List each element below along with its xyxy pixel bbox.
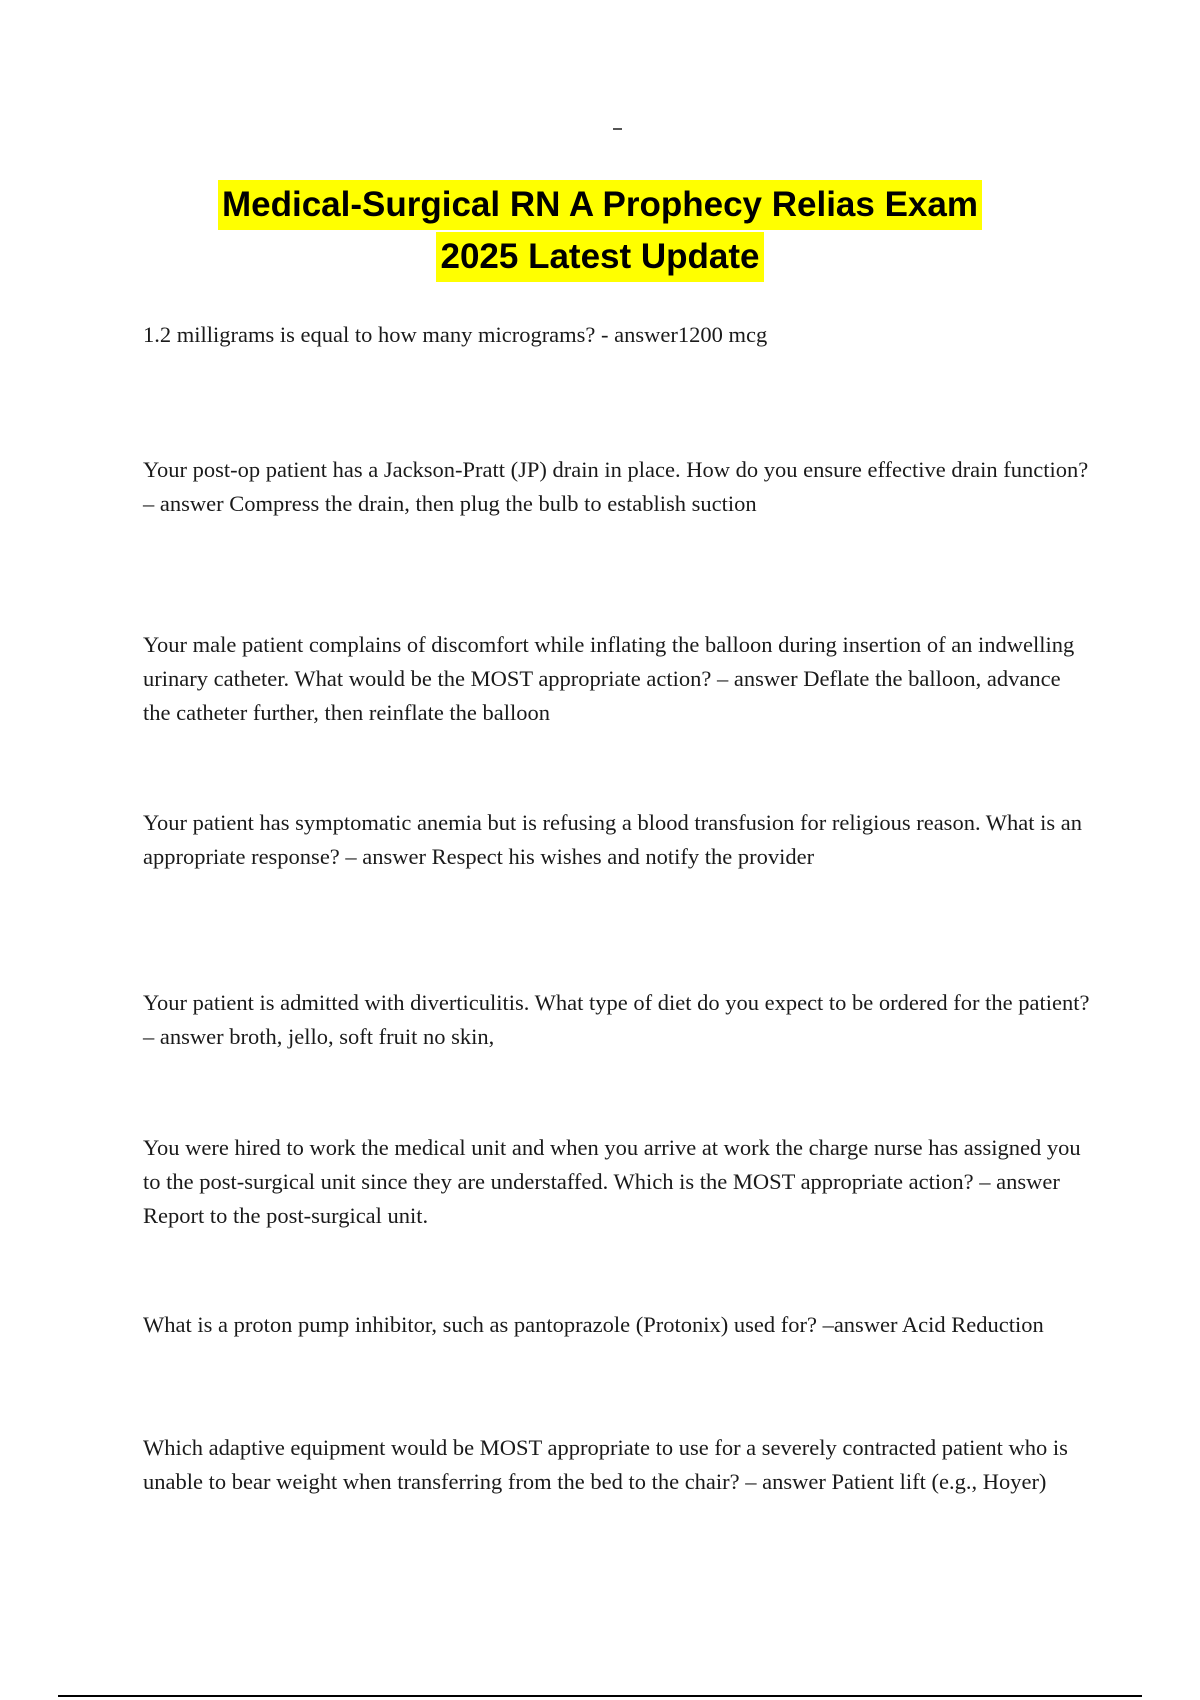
title-line-2: 2025 Latest Update (436, 232, 763, 282)
qa-item: Your patient has symptomatic anemia but is refusing a blood transfusion for religious reason. What is an appropriate response? – answer Respect his wishes and notify the provider (143, 810, 1083, 869)
qa-item: Which adaptive equipment would be MOST appropriate to use for a severely contracted patient who is unable to bear weight when transferring from the bed to the chair? – answer Patient lift (e.g., Hoyer) (143, 1435, 1068, 1494)
bottom-rule (58, 1695, 1142, 1697)
qa-item: You were hired to work the medical unit and when you arrive at work the charge nurse has assigned you to the post-surgical unit since they are understaffed. Which is the MOST appropriate action? – answer Report to the post-surgical unit. (143, 1135, 1081, 1228)
document-title (0, 180, 1200, 282)
page-mark (613, 128, 622, 130)
qa-item: 1.2 milligrams is equal to how many micrograms? - answer1200 mcg (143, 322, 768, 347)
qa-item: Your post-op patient has a Jackson-Pratt (JP) drain in place. How do you ensure effective drain function? – answer Compress the drain, then plug the bulb to establish suction (143, 457, 1089, 516)
qa-item: What is a proton pump inhibitor, such as pantoprazole (Protonix) used for? –answer Acid Reduction (143, 1312, 1044, 1337)
title-line-1: Medical-Surgical RN A Prophecy Relias Exam (218, 180, 982, 230)
qa-item: Your male patient complains of discomfort while inflating the balloon during insertion of an indwelling urinary catheter. What would be the MOST appropriate action? – answer Deflate the balloon, advance the catheter further, then reinflate the balloon (143, 632, 1075, 725)
qa-item: Your patient is admitted with diverticulitis. What type of diet do you expect to be ordered for the patient? – answer broth, jello, soft fruit no skin, (143, 990, 1090, 1049)
